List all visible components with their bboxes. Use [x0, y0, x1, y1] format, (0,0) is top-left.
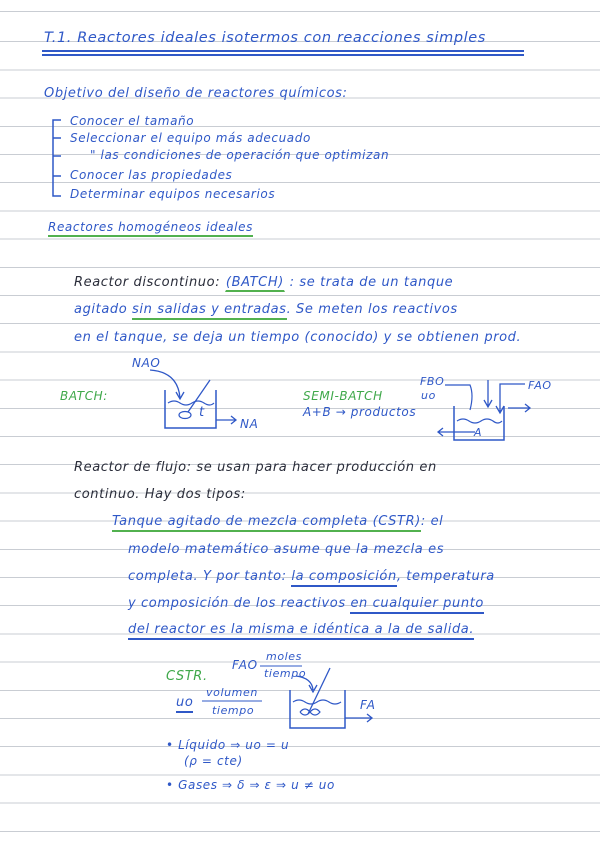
batch-na: NA: [240, 417, 259, 431]
semibatch-a: A: [474, 426, 483, 439]
batch-liquid: [168, 401, 214, 405]
cstr-volumen: volumen: [206, 686, 258, 699]
objective-item: Determinar equipos necesarios: [70, 187, 276, 201]
note-liquid: • Líquido ⇒ uo = u: [166, 738, 290, 752]
cstr-uo: uo: [176, 695, 193, 710]
batch-label: BATCH:: [60, 389, 108, 403]
semibatch-uo: uo: [421, 389, 436, 402]
flow-line-2: continuo. Hay dos tipos:: [74, 487, 246, 502]
batch-nao: NAO: [132, 356, 161, 370]
semibatch-fbo: FBO: [420, 375, 445, 388]
cstr-tiempo: tiempo: [264, 667, 307, 680]
cstr-fao: FAO: [232, 658, 258, 672]
objective-heading: Objetivo del diseño de reactores químicos:: [44, 86, 348, 101]
batch-impeller: [179, 412, 191, 419]
semibatch-liquid: [457, 419, 502, 423]
batch-t: t: [199, 405, 205, 420]
semibatch-inlet-arrow: [484, 380, 492, 407]
semibatch-outlet-arrow: [438, 428, 475, 436]
objective-item: Conocer el tamaño: [70, 114, 195, 128]
cstr-tank: [290, 690, 345, 728]
cstr-line-3: completa. Y por tanto: la composición, temperatura: [128, 569, 495, 584]
semibatch-fao: FAO: [528, 379, 552, 392]
cstr-label: CSTR.: [166, 669, 208, 684]
section-heading: Reactores homogéneos ideales: [48, 220, 253, 234]
note-gas: • Gases ⇒ δ ⇒ ε ⇒ u ≠ uo: [166, 778, 335, 792]
cstr-moles: moles: [266, 650, 302, 663]
batch-line-3: en el tanque, se deja un tiempo (conocido) y se obtienen prod.: [74, 330, 522, 345]
cstr-line-4: y composición de los reactivos en cualquier punto: [128, 596, 484, 611]
objective-item: Conocer las propiedades: [70, 168, 233, 182]
cstr-outlet-arrow: [345, 714, 372, 722]
objective-item: Seleccionar el equipo más adecuado: [70, 131, 311, 145]
batch-outlet-arrow: [216, 416, 236, 424]
cstr-line-5: del reactor es la misma e idéntica a la de salida.: [128, 622, 474, 637]
batch-line-1: Reactor discontinuo: (BATCH) : se trata de un tanque: [74, 275, 454, 290]
batch-tag: (BATCH): [225, 275, 284, 290]
cstr-stirrer: [308, 668, 330, 714]
semibatch-reaction: A+B → productos: [303, 405, 417, 419]
batch-line-2: agitado sin salidas y entradas. Se meten los reactivos: [74, 302, 458, 317]
cstr-liquid: [293, 700, 341, 704]
note-liquid-sub: (ρ = cte): [184, 754, 243, 768]
cstr-line-1: Tanque agitado de mezcla completa (CSTR): el: [112, 514, 443, 529]
batch-stirrer: [188, 380, 210, 412]
semibatch-label: SEMI-BATCH: [303, 389, 383, 403]
objective-item: " las condiciones de operación que optimizan: [90, 148, 390, 162]
cstr-fa: FA: [360, 698, 376, 712]
cstr-tiempo-2: tiempo: [212, 704, 255, 717]
flow-line-1: Reactor de flujo: se usan para hacer producción en: [74, 460, 437, 475]
cstr-line-2: modelo matemático asume que la mezcla es: [128, 542, 445, 557]
page-title: T.1. Reactores ideales isotermos con reacciones simples: [44, 30, 486, 46]
